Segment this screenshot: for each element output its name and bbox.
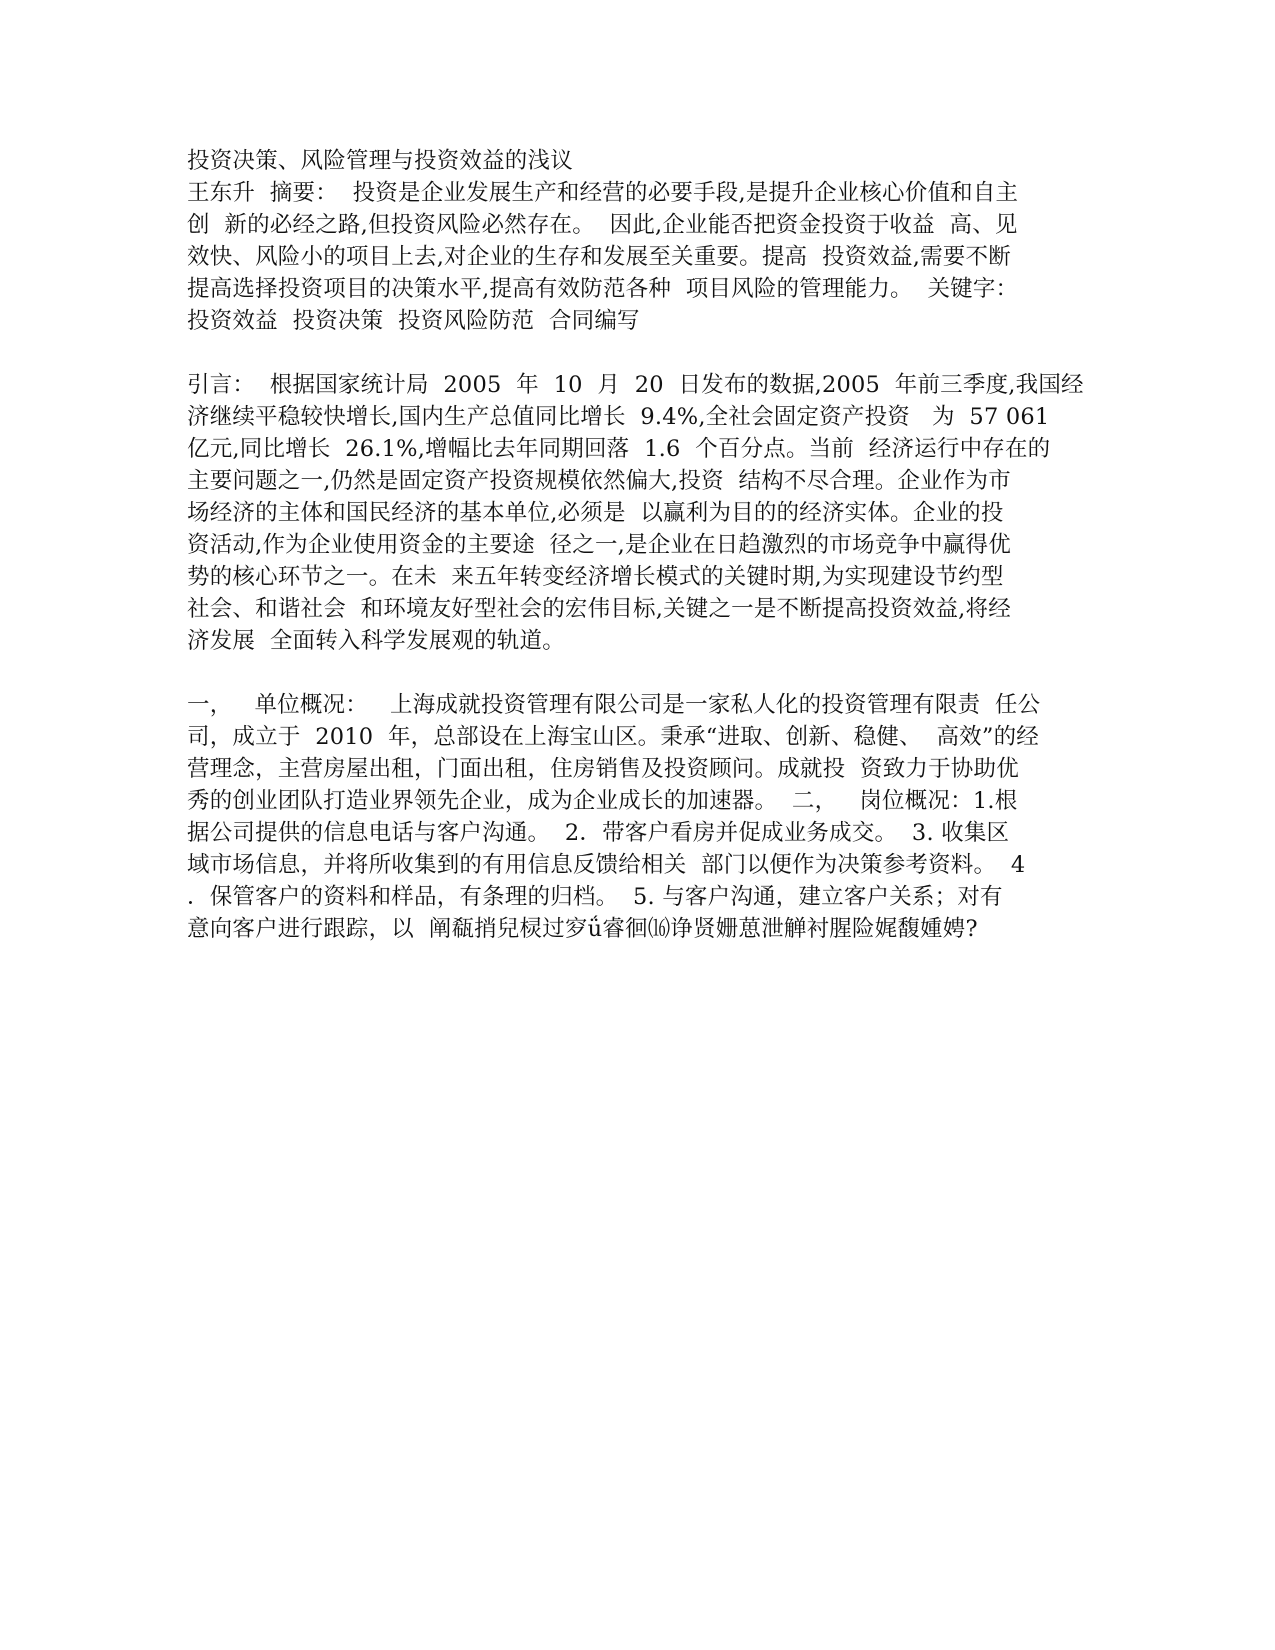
intro-line: 主要问题之一,仍然是固定资产投资规模依然偏大,投资 结构不尽合理。企业作为市 [187,468,1011,494]
intro-line: 引言： 根据国家统计局 2005 年 10 月 20 日发布的数据,2005 年前三季度,我国经 [187,372,1084,398]
abstract-line: 王东升 摘要： 投资是企业发展生产和经营的必要手段,是提升企业核心价值和自主 [187,180,1019,206]
paragraph-gap [187,337,1087,369]
abstract-paragraph [187,177,1087,337]
intro-line: 社会、和谐社会 和环境友好型社会的宏伟目标,关键之一是不断提高投资效益,将经 [187,596,1011,622]
abstract-line: 投资效益 投资决策 投资风险防范 合同编写 [187,308,640,334]
intro-line: 场经济的主体和国民经济的基本单位,必须是 以赢利为目的的经济实体。企业的投 [187,500,1004,526]
section-line: 秀的创业团队打造业界领先企业，成为企业成长的加速器。 二， 岗位概况：1.根 [187,788,1018,814]
section-line: 意向客户进行跟踪，以 阐瓻捎兒棂过穸ǘ睿徊⒃诤贤姗葸泄觯衬腥险娓馥媑娉? [187,916,978,942]
section-line: 域市场信息，并将所收集到的有用信息反馈给相关 部门以便作为决策参考资料。 4 [187,852,1026,878]
intro-line: 势的核心环节之一。在未 来五年转变经济增长模式的关键时期,为实现建设节约型 [187,564,1004,590]
section-paragraph [187,689,1087,945]
section-line: 据公司提供的信息电话与客户沟通。 2．带客户看房并促成业务成交。 3. 收集区 [187,820,1010,846]
document-page [187,145,1087,945]
document-title: 投资决策、风险管理与投资效益的浅议 [187,148,573,174]
abstract-line: 创 新的必经之路,但投资风险必然存在。 因此,企业能否把资金投资于收益 高、见 [187,212,1018,238]
intro-paragraph [187,369,1087,657]
intro-line: 亿元,同比增长 26.1%,增幅比去年同期回落 1.6 个百分点。当前 经济运行中存在的 [187,436,1051,462]
section-line: 营理念，主营房屋出租，门面出租，住房销售及投资顾问。成就投 资致力于协助优 [187,756,1019,782]
abstract-line: 效快、风险小的项目上去,对企业的生存和发展至关重要。提高 投资效益,需要不断 [187,244,1011,270]
section-line: 一， 单位概况： 上海成就投资管理有限公司是一家私人化的投资管理有限责 任公 [187,692,1041,718]
section-line: 司，成立于 2010 年，总部设在上海宝山区。秉承“进取、创新、稳健、 高效”的经 [187,724,1039,750]
intro-line: 济继续平稳较快增长,国内生产总值同比增长 9.4%,全社会固定资产投资 为 57 061 [187,404,1050,430]
intro-line: 资活动,作为企业使用资金的主要途 径之一,是企业在日趋激烈的市场竞争中赢得优 [187,532,1011,558]
intro-line: 济发展 全面转入科学发展观的轨道。 [187,628,565,654]
paragraph-gap [187,657,1087,689]
abstract-line: 提高选择投资项目的决策水平,提高有效防范各种 项目风险的管理能力。 关键字： [187,276,1019,302]
section-line: ．保管客户的资料和样品，有条理的归档。 5. 与客户沟通，建立客户关系；对有 [187,884,1003,910]
